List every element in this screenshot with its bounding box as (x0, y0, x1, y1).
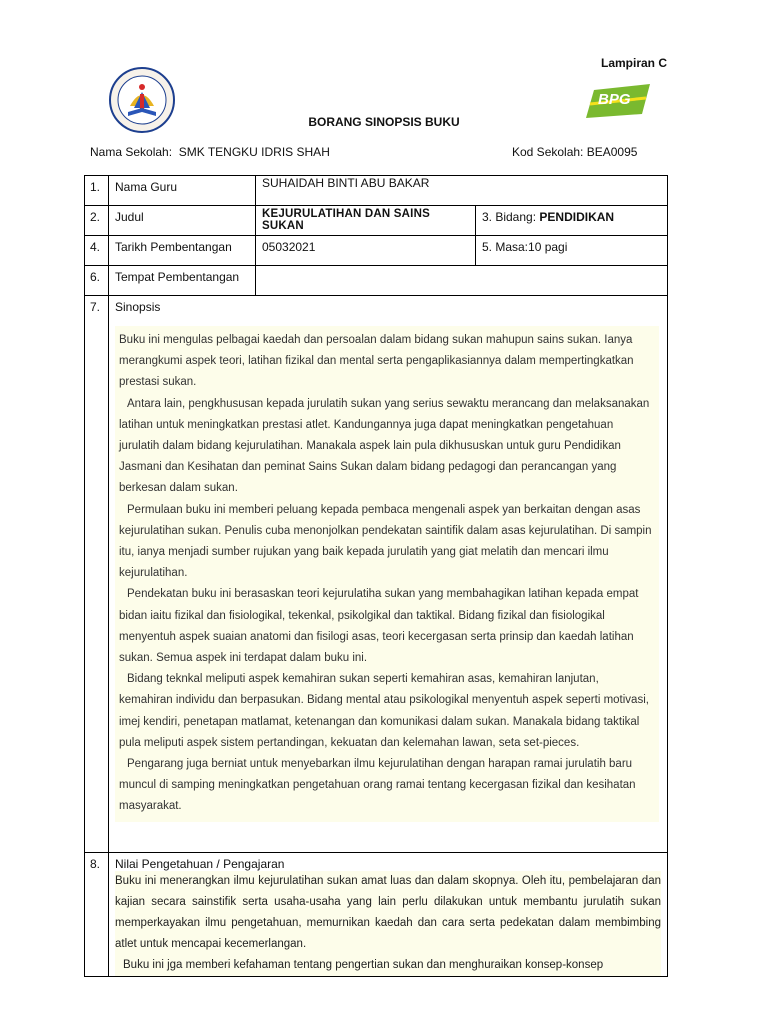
presentation-place-label: Tempat Pembentangan (109, 266, 256, 296)
synopsis-form-table (84, 175, 668, 977)
synopsis-heading: Sinopsis (115, 300, 161, 314)
row-number: 1. (85, 176, 109, 206)
school-code-label: Kod Sekolah: (512, 145, 584, 159)
school-name-line (90, 145, 330, 159)
row-number: 6. (85, 266, 109, 296)
book-title-value: KEJURULATIHAN DAN SAINS SUKAN (256, 206, 476, 236)
table-row (85, 176, 668, 206)
synopsis-paragraph: Antara lain, pengkhususan kepada jurulatih sukan yang serius sewaktu merancang dan melaksanakan latihan untuk meningkatkan prestasi atlet. Kandungannya juga dapat meningkatkan pengetahuan jurulatih dalam bidang kejurulatihan. Manakala aspek lain pula dikhususkan untuk guru Pendidikan Jasmani dan Kesihatan dan peminat Sains Sukan dalam bidang pedagogi dan perancangan yang berkesan dalam sukan. (119, 397, 650, 495)
synopsis-cell (109, 296, 668, 853)
synopsis-paragraph: Pengarang juga berniat untuk menyebarkan ilmu kejurulatihan dengan harapan ramai jurulatih baru muncul di samping meningkatkan pengetahuan orang ramai tentang kecergasan fizikal dan kesihatan masyarakat. (119, 758, 636, 813)
field-value: PENDIDIKAN (539, 210, 615, 224)
table-row (85, 853, 668, 977)
row-number: 7. (85, 296, 109, 853)
table-row (85, 266, 668, 296)
teacher-name-label: Nama Guru (109, 176, 256, 206)
school-code-line (512, 145, 637, 159)
row-number: 4. (85, 236, 109, 266)
synopsis-paragraph: Bidang teknkal meliputi aspek kemahiran sukan seperti kemahiran asas, kemahiran lanjutan, kemahiran individu dan berpasukan. Bidang mental atau psikologikal menyentuh aspek seperti motivasi, imej kendiri, penetapan matlamat, ketenangan dan komunikasi dalam sukan. Manakala bidang taktikal pula meliputi aspek sistem pertandingan, kekuatan dan kelemahan lawan, seta set-pieces. (119, 673, 649, 749)
value-text (115, 871, 661, 976)
table-row (85, 236, 668, 266)
school-name-value: SMK TENGKU IDRIS SHAH (178, 145, 330, 159)
field-cell (476, 206, 668, 236)
school-code-value: BEA0095 (586, 145, 638, 159)
synopsis-text (115, 326, 659, 822)
row-number: 8. (85, 853, 109, 977)
table-row (85, 206, 668, 236)
synopsis-paragraph: Permulaan buku ini memberi peluang kepada pembaca mengenali aspek yan berkaitan dengan asas kejurulatihan sukan. Penulis cuba menonjolkan pendekatan saintifik dalam asas kejurulatihan. Di sampin itu, ianya menjadi sumber rujukan yang baik kepada jurulatih yang giat melatih dan mencari ilmu kejurulatihan. (119, 503, 652, 580)
synopsis-paragraph: Buku ini mengulas pelbagai kaedah dan persoalan dalam bidang sukan mahupun sains sukan. Ianya merangkumi aspek teori, latihan fizikal dan mental serta pengaplikasiannya dalam mempertingkatkan prestasi sukan. (119, 334, 634, 389)
value-heading: Nilai Pengetahuan / Pengajaran (115, 857, 285, 871)
presentation-date-label: Tarikh Pembentangan (109, 236, 256, 266)
title-label: Judul (109, 206, 256, 236)
svg-text:BPG: BPG (598, 91, 631, 108)
row-number: 2. (85, 206, 109, 236)
attachment-label: Lampiran C (601, 56, 668, 70)
table-row (85, 296, 668, 853)
form-title: BORANG SINOPSIS BUKU (308, 115, 460, 129)
teacher-name-value: SUHAIDAH BINTI ABU BAKAR (256, 176, 668, 206)
synopsis-paragraph: Pendekatan buku ini berasaskan teori kejurulatiha sukan yang membahagikan latihan kepada empat bidan iaitu fizikal dan fisiologikal, tekenkal, psikolgikal dan taktikal. Bidang fizikal dan fisiologikal menyentuh aspek suaian anatomi dan fisilogi asas, teori kecergasan serta prinsip dan kaedah latihan sukan. Semua aspek ini terdapat dalam buku ini. (119, 588, 639, 665)
school-name-label: Nama Sekolah: (90, 145, 173, 159)
value-paragraph: Buku ini jga memberi kefahaman tentang pengertian sukan dan menghuraikan konsep-konsep (123, 959, 604, 971)
bpg-logo (584, 80, 654, 120)
presentation-time-value: 5. Masa:10 pagi (476, 236, 668, 266)
field-label: 3. Bidang: (482, 210, 537, 224)
presentation-place-value (256, 266, 668, 296)
presentation-date-value: 05032021 (256, 236, 476, 266)
value-cell (109, 853, 668, 977)
value-paragraph: Buku ini menerangkan ilmu kejurulatihan sukan amat luas dan dalam skopnya. Oleh itu, pembelajaran dan kajian secara sainstifik serta usaha-usaha yang lain perlu dilakukan untuk membantu jurulatih sukan memperkayakan ilmu pengetahuan, memurnikan kaedah dan cara serta pedekatan dalam membimbing atlet untuk mencapai kecemerlangan. (115, 875, 661, 950)
